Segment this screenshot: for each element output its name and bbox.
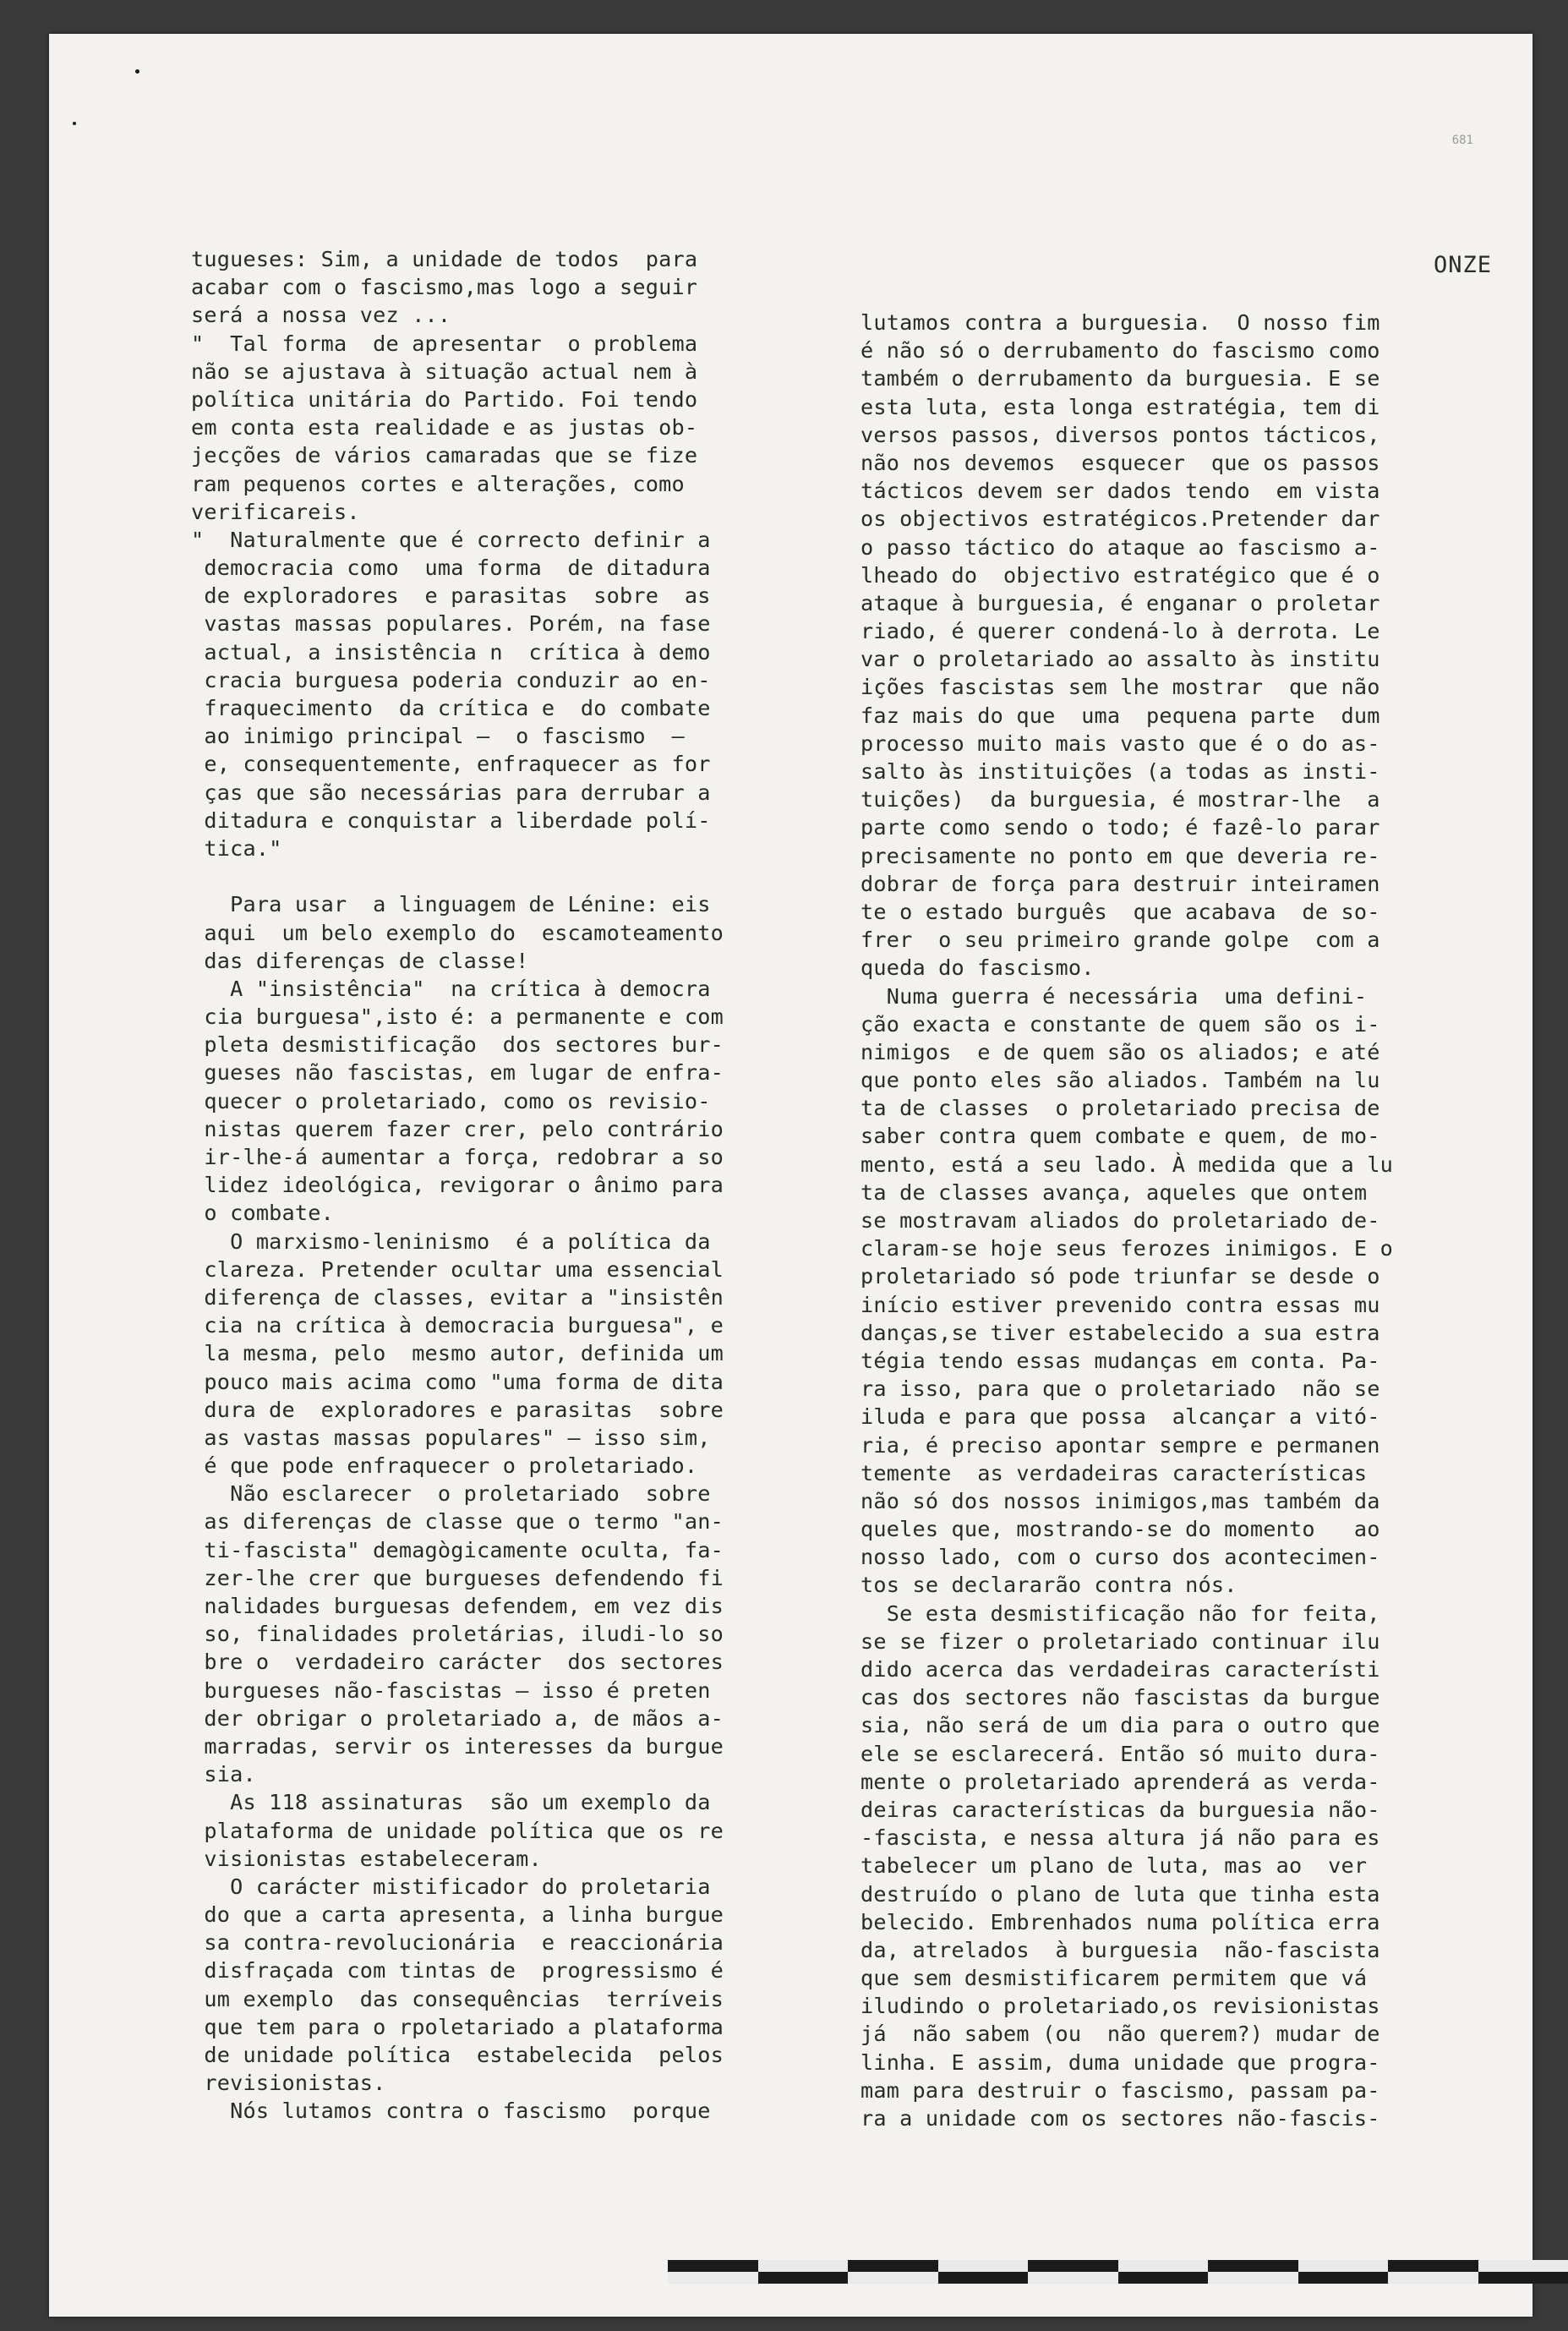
text-line: lutamos contra a burguesia. O nosso fim bbox=[860, 310, 1380, 335]
text-line: Para usar a linguagem de Lénine: eis bbox=[191, 892, 711, 917]
text-line: o passo táctico do ataque ao fascismo a- bbox=[860, 534, 1380, 560]
text-line: sa contra-revolucionária e reaccionária bbox=[191, 1930, 724, 1956]
text-line: proletariado só pode triunfar se desde o bbox=[860, 1264, 1380, 1289]
text-line: jecções de vários camaradas que se fize bbox=[191, 443, 698, 468]
text-line: mento, está a seu lado. À medida que a lu bbox=[860, 1152, 1393, 1177]
text-line: ta de classes o proletariado precisa de bbox=[860, 1096, 1380, 1121]
ink-dot bbox=[73, 122, 76, 125]
text-line: é que pode enfraquecer o proletariado. bbox=[191, 1453, 698, 1479]
text-line: frer o seu primeiro grande golpe com a bbox=[860, 927, 1380, 953]
text-line: do que a carta apresenta, a linha burgue bbox=[191, 1902, 724, 1928]
text-line: linha. E assim, duma unidade que progra- bbox=[860, 2049, 1380, 2075]
text-line: verificareis. bbox=[191, 499, 360, 524]
text-line: tuições) da burguesia, é mostrar-lhe a bbox=[860, 787, 1380, 813]
text-line: Numa guerra é necessária uma defini- bbox=[860, 983, 1368, 1009]
text-line: " Naturalmente que é correcto definir a bbox=[191, 527, 711, 552]
text-line: Não esclarecer o proletariado sobre bbox=[191, 1481, 711, 1507]
text-line: te o estado burguês que acabava de so- bbox=[860, 899, 1380, 924]
text-line: já não sabem (ou não querem?) mudar de bbox=[860, 2022, 1380, 2047]
left-text-column bbox=[191, 245, 724, 2126]
text-line: diferença de classes, evitar a "insistên bbox=[191, 1284, 724, 1310]
text-line: iludindo o proletariado,os revisionistas bbox=[860, 1994, 1380, 2019]
text-line: dura de exploradores e parasitas sobre bbox=[191, 1397, 724, 1422]
archive-stamp: 681 bbox=[1451, 134, 1473, 147]
document-page bbox=[49, 34, 1532, 2317]
text-line: das diferenças de classe! bbox=[191, 948, 529, 973]
text-line: democracia como uma forma de ditadura bbox=[191, 555, 711, 581]
text-line: ele se esclarecerá. Então só muito dura- bbox=[860, 1741, 1380, 1766]
text-line: em conta esta realidade e as justas ob- bbox=[191, 415, 698, 440]
text-line: burgueses não-fascistas — isso é preten bbox=[191, 1677, 711, 1703]
text-line: dido acerca das verdadeiras característi bbox=[860, 1657, 1380, 1682]
text-line: destruído o plano de luta que tinha esta bbox=[860, 1881, 1380, 1907]
text-line: O marxismo-leninismo é a política da bbox=[191, 1228, 711, 1254]
text-line: ção exacta e constante de quem são os i- bbox=[860, 1011, 1380, 1037]
text-line: cia na crítica à democracia burguesa", e bbox=[191, 1313, 724, 1338]
text-line: ir-lhe-á aumentar a força, redobrar a so bbox=[191, 1145, 724, 1169]
text-line: ra isso, para que o proletariado não se bbox=[860, 1376, 1380, 1402]
text-line: nalidades burguesas defendem, em vez dis bbox=[191, 1594, 724, 1618]
text-line: ta de classes avança, aqueles que ontem bbox=[860, 1179, 1368, 1205]
text-line: iluda e para que possa alcançar a vitó- bbox=[860, 1404, 1380, 1430]
text-line: precisamente no ponto em que deveria re- bbox=[860, 843, 1380, 868]
text-line: acabar com o fascismo,mas logo a seguir bbox=[191, 275, 698, 300]
text-line: os objectivos estratégicos.Pretender dar bbox=[860, 506, 1380, 532]
text-line: tabelecer um plano de luta, mas ao ver bbox=[860, 1853, 1368, 1879]
text-line: mam para destruir o fascismo, passam pa- bbox=[860, 2077, 1380, 2103]
text-line: pouco mais acima como "uma forma de dita bbox=[191, 1369, 724, 1394]
text-line: saber contra quem combate e quem, de mo- bbox=[860, 1124, 1380, 1149]
text-line: tácticos devem ser dados tendo em vista bbox=[860, 479, 1380, 504]
text-line: de unidade política estabelecida pelos bbox=[191, 2043, 724, 2067]
text-line: der obrigar o proletariado a, de mãos a- bbox=[191, 1705, 724, 1731]
text-line: ataque à burguesia, é enganar o proletar bbox=[860, 590, 1380, 616]
text-line: ições fascistas sem lhe mostrar que não bbox=[860, 675, 1380, 700]
text-line: esta luta, esta longa estratégia, tem di bbox=[860, 394, 1380, 419]
text-line: que sem desmistificarem permitem que vá bbox=[860, 1966, 1368, 1991]
text-line: é não só o derrubamento do fascismo como bbox=[860, 338, 1380, 364]
text-line: var o proletariado ao assalto às institu bbox=[860, 647, 1380, 672]
text-line: ram pequenos cortes e alterações, como bbox=[191, 471, 685, 496]
text-line: As 118 assinaturas são um exemplo da bbox=[191, 1790, 711, 1815]
text-line bbox=[191, 862, 724, 890]
text-line: processo muito mais vasto que é o do as- bbox=[860, 730, 1380, 756]
text-line: belecido. Embrenhados numa política erra bbox=[860, 1909, 1380, 1934]
page-number: ONZE bbox=[1433, 252, 1492, 278]
text-line: se mostravam aliados do proletariado de- bbox=[860, 1208, 1380, 1233]
text-line: " Tal forma de apresentar o problema bbox=[191, 331, 698, 356]
text-line: faz mais do que uma pequena parte dum bbox=[860, 703, 1380, 728]
text-line: Nós lutamos contra o fascismo porque bbox=[191, 2098, 711, 2124]
text-line: cas dos sectores não fascistas da burgue bbox=[860, 1685, 1380, 1710]
text-line: cia burguesa",isto é: a permanente e com bbox=[191, 1004, 724, 1030]
text-line: política unitária do Partido. Foi tendo bbox=[191, 386, 698, 412]
text-line: sia, não será de um dia para o outro que bbox=[860, 1713, 1380, 1738]
text-line: marradas, servir os interesses da burgue bbox=[191, 1733, 724, 1759]
text-line: queles que, mostrando-se do momento ao bbox=[860, 1517, 1380, 1542]
text-line: lidez ideológica, revigorar o ânimo para bbox=[191, 1173, 724, 1198]
text-line: queda do fascismo. bbox=[860, 955, 1095, 981]
text-line: plataforma de unidade política que os re bbox=[191, 1818, 724, 1843]
ink-dot bbox=[135, 69, 139, 74]
text-line: de exploradores e parasitas sobre as bbox=[191, 583, 711, 609]
text-line: ditadura e conquistar a liberdade polí- bbox=[191, 807, 711, 833]
text-line: ria, é preciso apontar sempre e permanen bbox=[860, 1432, 1380, 1458]
text-line: revisionistas. bbox=[191, 2071, 386, 2096]
text-line: zer-lhe crer que burgueses defendendo fi bbox=[191, 1565, 724, 1590]
text-line: nosso lado, com o curso dos acontecimen- bbox=[860, 1545, 1380, 1570]
text-line: início estiver prevenido contra essas mu bbox=[860, 1292, 1380, 1317]
text-line: clareza. Pretender ocultar uma essencial bbox=[191, 1256, 724, 1282]
text-line: o combate. bbox=[191, 1201, 335, 1226]
text-line: claram-se hoje seus ferozes inimigos. E o bbox=[860, 1236, 1393, 1261]
text-line: O carácter mistificador do proletaria bbox=[191, 1874, 711, 1899]
text-line: ao inimigo principal — o fascismo — bbox=[191, 724, 685, 749]
text-line: pleta desmistificação dos sectores bur- bbox=[191, 1032, 724, 1058]
text-line: mente o proletariado aprenderá as verda- bbox=[860, 1769, 1380, 1794]
text-line: salto às instituições (a todas as insti- bbox=[860, 759, 1380, 784]
text-line: la mesma, pelo mesmo autor, definida um bbox=[191, 1341, 724, 1366]
text-line: se se fizer o proletariado continuar ilu bbox=[860, 1628, 1380, 1654]
text-line: não só dos nossos inimigos,mas também da bbox=[860, 1488, 1380, 1513]
text-line: danças,se tiver estabelecido a sua estra bbox=[860, 1320, 1380, 1345]
text-line: parte como sendo o todo; é fazê-lo parar bbox=[860, 815, 1380, 840]
text-line: não nos devemos esquecer que os passos bbox=[860, 450, 1380, 475]
text-line: nimigos e de quem são os aliados; e até bbox=[860, 1039, 1380, 1064]
text-line: fraquecimento da crítica e do combate bbox=[191, 696, 711, 720]
text-line: ças que são necessárias para derrubar a bbox=[191, 780, 711, 805]
text-line: versos passos, diversos pontos tácticos, bbox=[860, 422, 1380, 447]
text-line: um exemplo das consequências terríveis bbox=[191, 1986, 724, 2011]
text-line: lheado do objectivo estratégico que é o bbox=[860, 562, 1380, 588]
text-line: -fascista, e nessa altura já não para es bbox=[860, 1825, 1380, 1851]
text-line: temente as verdadeiras características bbox=[860, 1460, 1368, 1486]
text-line: vastas massas populares. Porém, na fase bbox=[191, 611, 711, 637]
text-line: que tem para o rpoletariado a plataforma bbox=[191, 2014, 724, 2039]
text-line: da, atrelados à burguesia não-fascista bbox=[860, 1937, 1380, 1962]
text-line: tos se declararão contra nós. bbox=[860, 1573, 1237, 1598]
text-line: não se ajustava à situação actual nem à bbox=[191, 358, 698, 384]
text-line: e, consequentemente, enfraquecer as for bbox=[191, 752, 711, 777]
text-line: tica." bbox=[191, 835, 282, 861]
text-line: cracia burguesa poderia conduzir ao en- bbox=[191, 667, 711, 692]
text-line: A "insistência" na crítica à democra bbox=[191, 976, 711, 1001]
text-line: tégia tendo essas mudanças em conta. Pa- bbox=[860, 1348, 1380, 1373]
text-line: actual, a insistência n crítica à demo bbox=[191, 639, 711, 665]
text-line: ra a unidade com os sectores não-fascis- bbox=[860, 2106, 1380, 2131]
color-scale-bar-bottom bbox=[668, 2272, 1568, 2284]
text-line: bre o verdadeiro carácter dos sectores bbox=[191, 1650, 724, 1675]
text-line: quecer o proletariado, como os revisio- bbox=[191, 1088, 711, 1114]
text-line: Se esta desmistificação não for feita, bbox=[860, 1601, 1380, 1626]
text-line: sia. bbox=[191, 1762, 256, 1787]
text-line: visionistas estabeleceram. bbox=[191, 1846, 542, 1871]
right-text-column bbox=[860, 309, 1393, 2132]
text-line: ti-fascista" demagògicamente oculta, fa- bbox=[191, 1537, 724, 1562]
text-line: deiras características da burguesia não- bbox=[860, 1797, 1380, 1822]
text-line: so, finalidades proletárias, iludi-lo so bbox=[191, 1622, 724, 1647]
text-line: disfraçada com tintas de progressismo é bbox=[191, 1958, 724, 1984]
text-line: tugueses: Sim, a unidade de todos para bbox=[191, 247, 698, 271]
text-line: aqui um belo exemplo do escamoteamento bbox=[191, 920, 724, 945]
text-line: que ponto eles são aliados. Também na lu bbox=[860, 1068, 1380, 1093]
text-line: também o derrubamento da burguesia. E se bbox=[860, 366, 1380, 391]
text-line: riado, é querer condená-lo à derrota. Le bbox=[860, 619, 1380, 644]
text-line: dobrar de força para destruir inteiramen bbox=[860, 871, 1380, 896]
text-line: gueses não fascistas, em lugar de enfra- bbox=[191, 1060, 724, 1086]
text-line: nistas querem fazer crer, pelo contrário bbox=[191, 1116, 724, 1141]
text-line: as diferenças de classe que o termo "an- bbox=[191, 1509, 724, 1535]
text-line: será a nossa vez ... bbox=[191, 303, 451, 328]
text-line: as vastas massas populares" — isso sim, bbox=[191, 1425, 711, 1450]
